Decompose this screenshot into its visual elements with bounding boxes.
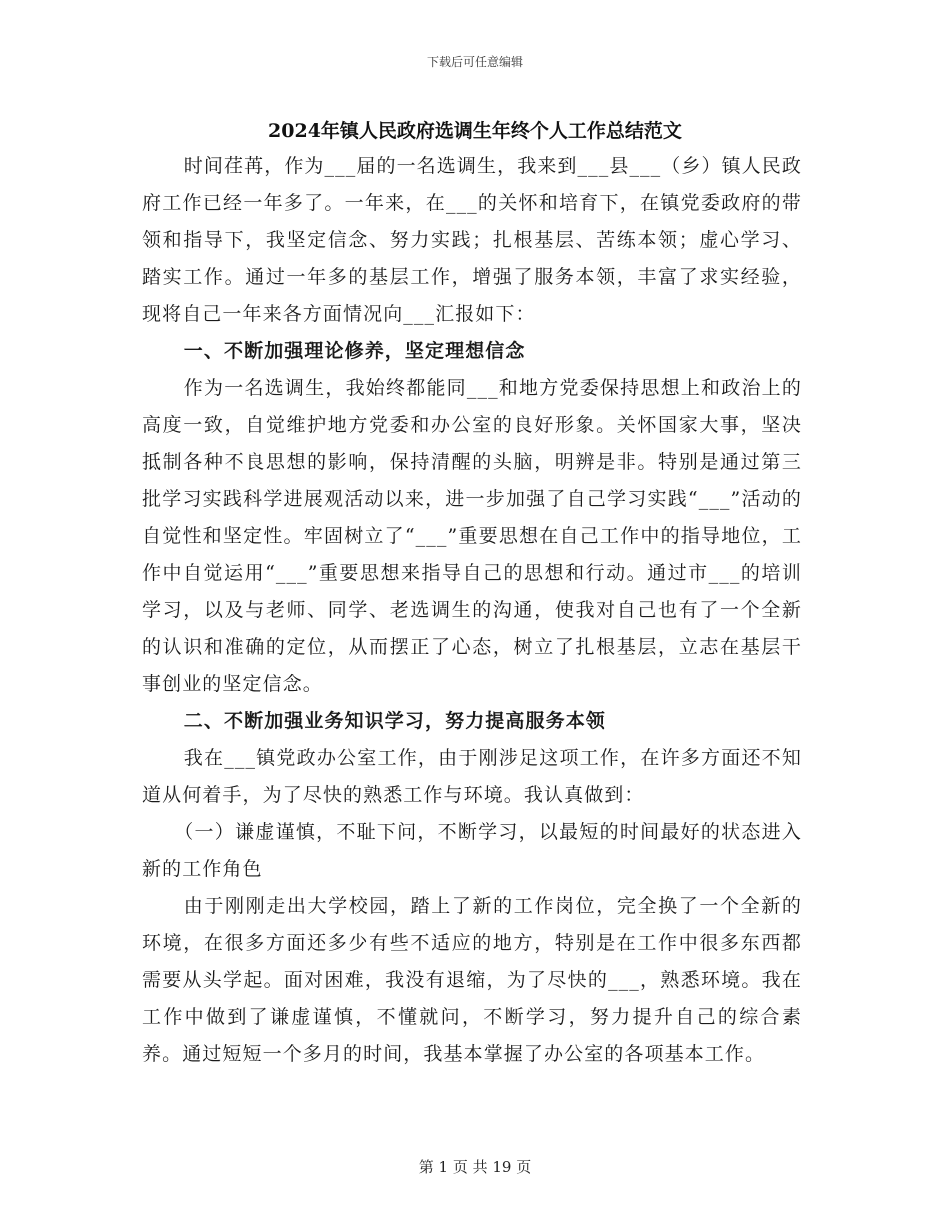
- section-2-paragraph: 我在___镇党政办公室工作，由于刚涉足这项工作，在许多方面还不知道从何着手，为了尽快的熟悉工作与环境。我认真做到：: [142, 747, 802, 806]
- subsection-1-paragraph: 由于刚刚走出大学校园，踏上了新的工作岗位，完全换了一个全新的环境，在很多方面还多少有些不适应的地方，特别是在工作中很多东西都需要从头学起。面对困难，我没有退缩，为了尽快的___，熟悉环境。我在工作中做到了谦虚谨慎，不懂就问，不断学习，努力提升自己的综合素养。通过短短一个多月的时间，我基本掌握了办公室的各项基本工作。: [142, 895, 802, 1065]
- intro-paragraph: 时间荏苒，作为___届的一名选调生，我来到___县___（乡）镇人民政府工作已经一年多了。一年来，在___的关怀和培育下，在镇党委政府的带领和指导下，我坚定信念、努力实践；扎根基层、苦练本领；虚心学习、踏实工作。通过一年多的基层工作，增强了服务本领，丰富了求实经验，现将自己一年来各方面情况向___汇报如下：: [142, 155, 802, 325]
- page-indicator: 第 1 页 共 19 页: [418, 1158, 532, 1176]
- subsection-heading-1: （一）谦虚谨慎，不耻下问，不断学习，以最短的时间最好的状态进入新的工作角色: [142, 821, 802, 880]
- document-body: [142, 148, 802, 1073]
- document-title: 2024年镇人民政府选调生年终个人工作总结范文: [268, 120, 682, 142]
- section-1-paragraph: 作为一名选调生，我始终都能同___和地方党委保持思想上和政治上的高度一致，自觉维护地方党委和办公室的良好形象。关怀国家大事，坚决抵制各种不良思想的影响，保持清醒的头脑，明辨是非。特别是通过第三批学习实践科学进展观活动以来，进一步加强了自己学习实践“___”活动的自觉性和坚定性。牢固树立了“___”重要思想在自己工作中的指导地位，工作中自觉运用“___”重要思想来指导自己的思想和行动。通过市___的培训学习，以及与老师、同学、老选调生的沟通，使我对自己也有了一个全新的认识和准确的定位，从而摆正了心态，树立了扎根基层，立志在基层干事创业的坚定信念。: [142, 377, 802, 695]
- section-heading-2: 二、不断加强业务知识学习，努力提高服务本领: [183, 710, 606, 732]
- section-heading-1: 一、不断加强理论修养，坚定理想信念: [183, 340, 526, 362]
- header-note: 下载后可任意编辑: [426, 55, 523, 69]
